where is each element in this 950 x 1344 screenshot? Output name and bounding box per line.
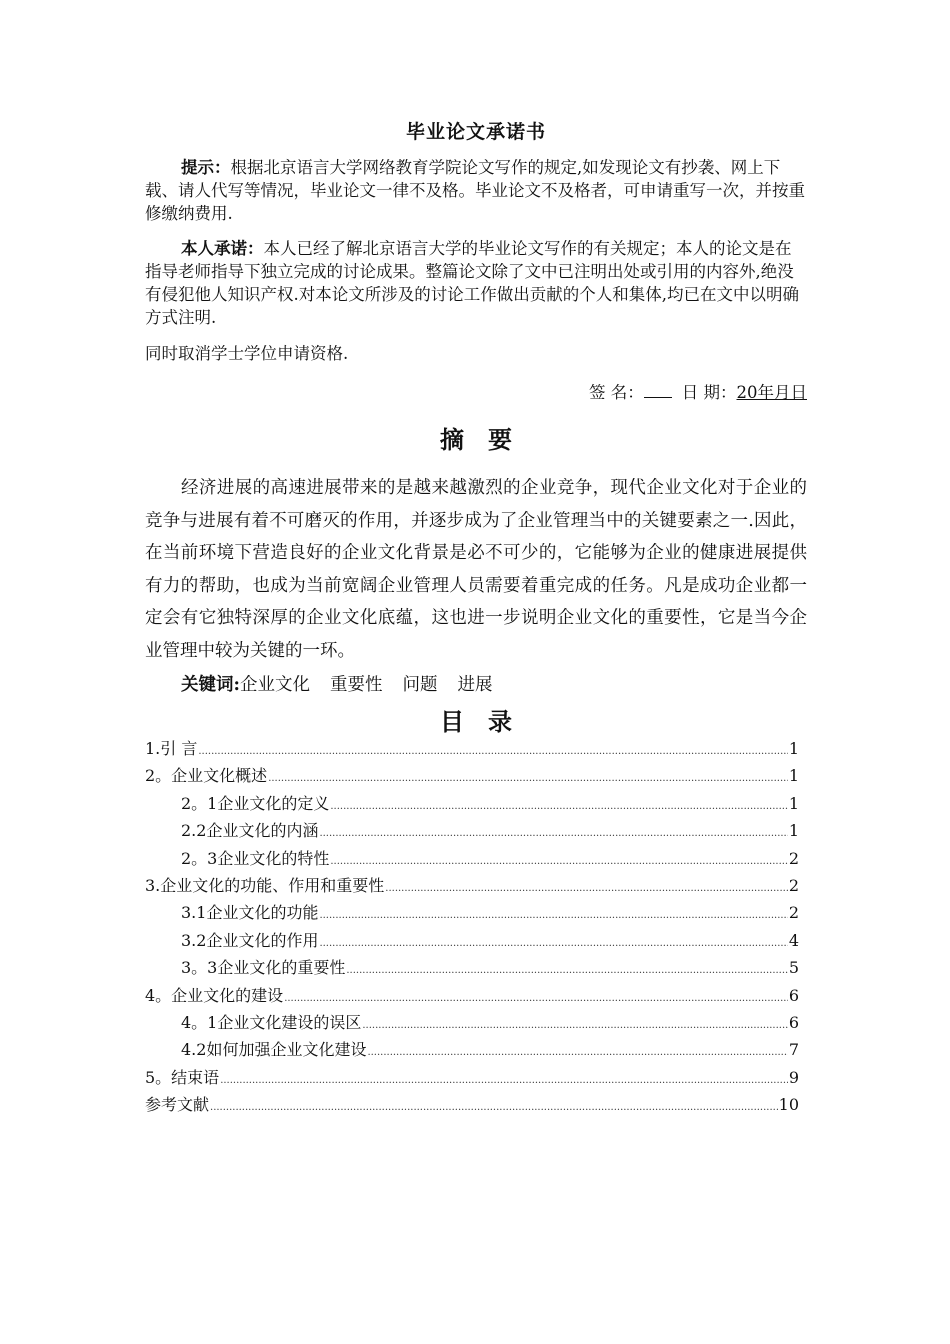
toc-entry-page: 1 xyxy=(788,821,799,841)
toc-entry-label: 3.企业文化的功能、作用和重要性 xyxy=(145,875,385,895)
toc-entry-page: 5 xyxy=(788,958,799,978)
toc-entry-page: 7 xyxy=(788,1040,799,1060)
toc-entry-label: 2.2企业文化的内涵 xyxy=(181,821,319,841)
toc-entry[interactable] xyxy=(145,1036,799,1063)
toc-entry-label: 3.2企业文化的作用 xyxy=(181,930,319,950)
toc-entry-label: 4。企业文化的建设 xyxy=(145,985,284,1005)
toc-entry-page: 6 xyxy=(788,985,799,1005)
toc-entry[interactable] xyxy=(145,735,799,762)
hint-text: 根据北京语言大学网络教育学院论文写作的规定,如发现论文有抄袭、网上下载、请人代写等情况，毕业论文一律不及格。毕业论文不及格者，可申请重写一次，并按重修缴纳费用. xyxy=(145,158,805,223)
toc-entry-page: 2 xyxy=(788,903,799,923)
toc-leader xyxy=(330,848,787,875)
toc-leader xyxy=(220,1067,788,1094)
hint-paragraph xyxy=(145,156,807,225)
toc-entry-label: 2。企业文化概述 xyxy=(145,766,268,786)
toc-leader xyxy=(319,930,787,957)
toc-entry-label: 4。1企业文化建设的误区 xyxy=(181,1012,362,1032)
toc-heading: 目录 xyxy=(440,707,536,736)
promise-text: 本人已经了解北京语言大学的毕业论文写作的有关规定；本人的论文是在指导老师指导下独立完成的讨论成果。整篇论文除了文中已注明出处或引用的内容外,绝没有侵犯他人知识产权.对本论文所涉及的讨论工作做出贡献的个人和集体,均已在文中以明确方式注明. xyxy=(145,239,799,327)
toc-leader xyxy=(268,765,788,792)
toc-entry-page: 4 xyxy=(788,930,799,950)
keywords-label: 关键词: xyxy=(181,675,240,695)
keywords-line xyxy=(145,671,807,699)
toc-entry-label: 2。3企业文化的特性 xyxy=(181,848,330,868)
toc-leader xyxy=(367,1039,787,1066)
toc-leader xyxy=(198,738,787,765)
signature-blank[interactable] xyxy=(644,381,672,398)
toc-entry-page: 6 xyxy=(788,1012,799,1032)
toc-entry-page: 9 xyxy=(788,1067,799,1087)
toc-leader xyxy=(319,820,787,847)
table-of-contents xyxy=(145,735,799,1118)
signature-date-value: 20年月日 xyxy=(736,383,807,402)
toc-leader xyxy=(346,957,787,984)
toc-leader xyxy=(385,875,788,902)
toc-entry-label: 1.引 言 xyxy=(145,739,198,758)
toc-entry-page: 1 xyxy=(788,766,799,786)
toc-entry[interactable] xyxy=(145,982,799,1009)
promise-paragraph xyxy=(145,237,807,329)
toc-entry-page: 10 xyxy=(778,1095,799,1115)
toc-entry-label: 3。3企业文化的重要性 xyxy=(181,958,346,978)
toc-entry[interactable] xyxy=(145,954,799,981)
toc-entry-label: 4.2如何加强企业文化建设 xyxy=(181,1040,367,1060)
toc-leader xyxy=(330,793,787,820)
page-title: 毕业论文承诺书 xyxy=(405,121,546,143)
toc-entry-page: 1 xyxy=(788,793,799,813)
toc-entry-label: 参考文献 xyxy=(145,1095,210,1115)
toc-entry-label: 5。结束语 xyxy=(145,1067,220,1087)
toc-leader xyxy=(210,1094,778,1121)
keyword: 重要性 xyxy=(329,675,383,695)
toc-entry[interactable] xyxy=(145,817,799,844)
toc-entry[interactable] xyxy=(145,1009,799,1036)
toc-entry-page: 2 xyxy=(788,848,799,868)
signature-name-label: 签 名： xyxy=(589,383,644,402)
toc-leader xyxy=(319,902,787,929)
toc-leader xyxy=(284,985,788,1012)
toc-entry-label: 2。1企业文化的定义 xyxy=(181,793,330,813)
keyword: 企业文化 xyxy=(239,675,310,695)
toc-entry[interactable] xyxy=(145,1091,799,1118)
keyword: 问题 xyxy=(402,675,438,695)
toc-entry[interactable] xyxy=(145,762,799,789)
signature-date-label: 日 期： xyxy=(681,383,737,402)
toc-entry[interactable] xyxy=(145,899,799,926)
toc-entry-page: 1 xyxy=(788,739,799,758)
hint-label: 提示： xyxy=(181,158,231,177)
signature-line xyxy=(145,381,807,404)
toc-entry[interactable] xyxy=(145,927,799,954)
cancel-paragraph: 同时取消学士学位申请资格. xyxy=(145,344,349,363)
toc-entry-label: 3.1企业文化的功能 xyxy=(181,903,319,923)
toc-entry[interactable] xyxy=(145,845,799,872)
promise-label: 本人承诺： xyxy=(181,239,264,258)
toc-entry[interactable] xyxy=(145,1064,799,1091)
toc-entry[interactable] xyxy=(145,872,799,899)
toc-entry[interactable] xyxy=(145,790,799,817)
abstract-heading: 摘要 xyxy=(440,425,536,454)
keyword: 进展 xyxy=(457,675,493,695)
abstract-body: 经济进展的高速进展带来的是越来越激烈的企业竞争，现代企业文化对于企业的竞争与进展有着不可磨灭的作用，并逐步成为了企业管理当中的关键要素之一.因此，在当前环境下营造良好的企业文化背景是必不可少的，它能够为企业的健康进展提供有力的帮助，也成为当前宽阔企业管理人员需要着重完成的任务。凡是成功企业都一定会有它独特深厚的企业文化底蕴，这也进一步说明企业文化的重要性，它是当今企业管理中较为关键的一环。 xyxy=(145,478,807,661)
toc-leader xyxy=(362,1012,787,1039)
toc-entry-page: 2 xyxy=(788,875,799,895)
